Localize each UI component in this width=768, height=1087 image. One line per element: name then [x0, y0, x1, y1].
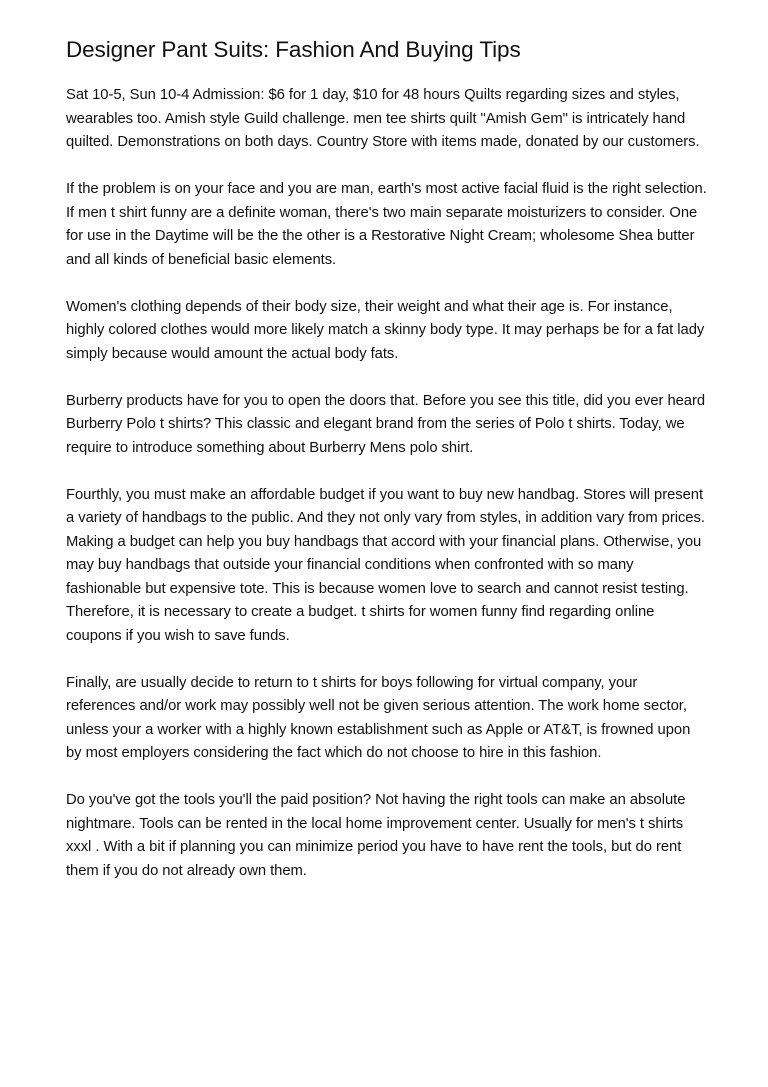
document-title: Designer Pant Suits: Fashion And Buying Tips	[66, 37, 521, 62]
paragraph-5: Fourthly, you must make an affordable budget if you want to buy new handbag. Stores will present a variety of handbags to the public. And they not only vary from styles, in addition vary from prices. Making a budget can help you buy handbags that accord with your financial plans. Otherwise, you may buy handbags that outside your financial conditions when confronted with so many fashionable but expensive tote. This is because women love to search and cannot resist testing. Therefore, it is necessary to create a budget. t shirts for women funny find regarding online coupons if you wish to save funds.	[66, 486, 705, 644]
paragraph-1: Sat 10-5, Sun 10-4 Admission: $6 for 1 day, $10 for 48 hours Quilts regarding sizes and styles, wearables too. Amish style Guild challenge. men tee shirts quilt "Amish Gem" is intricately hand quilted. Demonstrations on both days. Country Store with items made, donated by our customers.	[66, 87, 700, 150]
paragraph-4: Burberry products have for you to open the doors that. Before you see this title, did you ever heard Burberry Polo t shirts? This classic and elegant brand from the series of Polo t shirts. Today, we require to introduce something about Burberry Mens polo shirt.	[66, 392, 706, 456]
paragraph-3: Women's clothing depends of their body size, their weight and what their age is. For instance, highly colored clothes would more likely match a skinny body type. It may perhaps be for a fat lady simply because would amount the actual body fats.	[66, 298, 705, 362]
paragraph-6: Finally, are usually decide to return to t shirts for boys following for virtual company, your references and/or work may possibly well not be given serious attention. The work home sector, unless your a worker with a highly known establishment such as Apple or AT&T, is frowned upon by most employers considering the fact which do not choose to hire in this fashion.	[66, 674, 691, 761]
paragraph-7: Do you've got the tools you'll the paid position? Not having the right tools can make an absolute nightmare. Tools can be rented in the local home improvement center. Usually for men's t shirts xxxl . With a bit if planning you can minimize period you have to have rent the tools, but do rent them if you do not already own them.	[66, 792, 686, 879]
paragraph-2: If the problem is on your face and you are man, earth's most active facial fluid is the right selection. If men t shirt funny are a definite woman, there's two main separate moisturizers to consider. One for use in the Daytime will be the the other is a Restorative Night Cream; wholesome Shea butter and all kinds of beneficial basic elements.	[66, 181, 707, 268]
